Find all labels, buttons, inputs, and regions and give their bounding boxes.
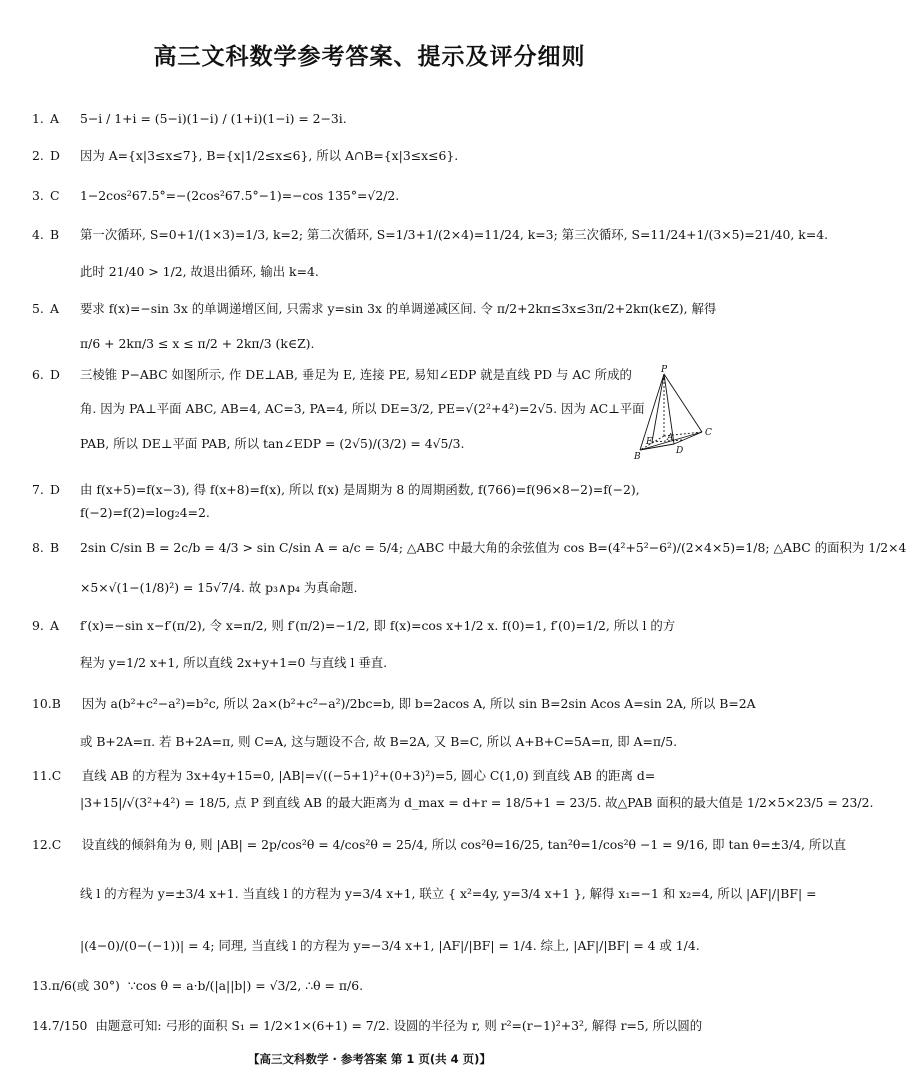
question-number: 6. <box>32 367 44 382</box>
label-p: P <box>661 365 668 375</box>
label-a: A <box>667 433 674 443</box>
answer-choice: π/6(或 30°) <box>51 978 120 993</box>
answer-explanation: 5−i / 1+i = (5−i)(1−i) / (1+i)(1−i) = 2−3i. <box>80 111 347 126</box>
pyramid-figure <box>634 364 720 464</box>
page-title: 高三文科数学参考答案、提示及评分细则 <box>153 44 586 70</box>
answer-explanation: 由题意可知: 弓形的面积 S₁ = 1/2×1×(6+1) = 7/2. 设圆的半径为 r, 则 r²=(r−1)²+3², 解得 r=5, 所以圆的 <box>95 1018 703 1033</box>
answer-line <box>32 148 714 164</box>
answer-explanation: ∵cos θ = a·b/(|a||b|) = √3/2, ∴θ = π/6. <box>127 978 364 993</box>
answer-choice: B <box>50 540 60 555</box>
answer-explanation: f′(x)=−sin x−f′(π/2), 令 x=π/2, 则 f′(π/2)=−1/2, 即 f(x)=cos x+1/2 x. f(0)=1, f′(0)=1/2, 所以 l 的方 <box>80 618 676 633</box>
question-number: 2. <box>32 148 44 163</box>
answer-choice: D <box>50 482 60 497</box>
page-footer: 【高三文科数学 · 参考答案 第 1 页(共 4 页)】 <box>248 1052 491 1066</box>
answer-line <box>32 978 714 994</box>
answer-explanation: 线 l 的方程为 y=±3/4 x+1. 当直线 l 的方程为 y=3/4 x+1, 联立 { x²=4y, y=3/4 x+1 }, 解得 x₁=−1 和 x₂=4, 所以 |AF|/|BF| = <box>80 886 817 901</box>
answer-choice: A <box>50 618 59 633</box>
label-d: D <box>676 446 684 456</box>
answer-line <box>32 301 717 317</box>
answer-line <box>32 336 714 352</box>
answer-explanation: 程为 y=1/2 x+1, 所以直线 2x+y+1=0 与直线 l 垂直. <box>80 655 388 670</box>
answer-line <box>32 367 632 383</box>
answer-line <box>32 768 714 784</box>
label-e: E <box>646 437 653 447</box>
answer-choice: C <box>51 768 62 783</box>
answer-choice: D <box>50 367 60 382</box>
label-c: C <box>705 428 712 438</box>
answer-explanation: 要求 f(x)=−sin 3x 的单调递增区间, 只需求 y=sin 3x 的单调递减区间. 令 π/2+2kπ≤3x≤3π/2+2kπ(k∈Z), 解得 <box>80 301 717 316</box>
answer-line <box>32 540 906 556</box>
answer-explanation: 因为 a(b²+c²−a²)=b²c, 所以 2a×(b²+c²−a²)/2bc=b, 即 b=2acos A, 所以 sin B=2sin Acos A=sin 2A, 所以 B=2A <box>81 696 756 711</box>
answer-explanation: ×5×√(1−(1/8)²) = 15√7/4. 故 p₃∧p₄ 为真命题. <box>80 580 358 595</box>
question-number: 1. <box>32 111 44 126</box>
question-number: 10. <box>32 696 52 711</box>
label-b: B <box>634 452 641 462</box>
answer-line <box>32 938 714 954</box>
answer-explanation: 设直线的倾斜角为 θ, 则 |AB| = 2p/cos²θ = 4/cos²θ = 25/4, 所以 cos²θ=16/25, tan²θ=1/cos²θ −1 = 9/16, 即 tan θ=±3/4, 所以直 <box>81 837 847 852</box>
answer-choice: C <box>50 188 60 203</box>
question-number: 3. <box>32 188 44 203</box>
answer-explanation: 直线 AB 的方程为 3x+4y+15=0, |AB|=√((−5+1)²+(0+3)²)=5, 圆心 C(1,0) 到直线 AB 的距离 d= <box>81 768 656 783</box>
answer-line <box>32 795 874 811</box>
answer-line <box>32 886 817 902</box>
answer-explanation: 角. 因为 PA⊥平面 ABC, AB=4, AC=3, PA=4, 所以 DE=3/2, PE=√(2²+4²)=2√5. 因为 AC⊥平面 <box>80 401 645 416</box>
answer-explanation: 因为 A={x|3≤x≤7}, B={x|1/2≤x≤6}, 所以 A∩B={x|3≤x≤6}. <box>80 148 459 163</box>
answer-choice: 7/150 <box>51 1018 88 1033</box>
answer-line <box>32 734 714 750</box>
answer-choice: B <box>51 696 61 711</box>
answer-explanation: PAB, 所以 DE⊥平面 PAB, 所以 tan∠EDP = (2√5)/(3/2) = 4√5/3. <box>80 436 465 451</box>
answer-choice: C <box>51 837 62 852</box>
question-number: 9. <box>32 618 44 633</box>
answer-choice: B <box>50 227 60 242</box>
answer-line <box>32 436 632 452</box>
answer-line <box>32 482 714 498</box>
question-number: 5. <box>32 301 44 316</box>
answer-line <box>32 696 756 712</box>
answer-explanation: 第一次循环, S=0+1/(1×3)=1/3, k=2; 第二次循环, S=1/3+1/(2×4)=11/24, k=3; 第三次循环, S=11/24+1/(3×5)=21/40, k=4. <box>80 227 829 242</box>
question-number: 7. <box>32 482 44 497</box>
answer-explanation: |(4−0)/(0−(−1))| = 4; 同理, 当直线 l 的方程为 y=−3/4 x+1, |AF|/|BF| = 1/4. 综上, |AF|/|BF| = 4 或 1/4. <box>80 938 700 953</box>
answer-line <box>32 227 829 243</box>
answer-explanation: 1−2cos²67.5°=−(2cos²67.5°−1)=−cos 135°=√2/2. <box>80 188 400 203</box>
answer-choice: A <box>50 111 59 126</box>
answer-explanation: 由 f(x+5)=f(x−3), 得 f(x+8)=f(x), 所以 f(x) 是周期为 8 的周期函数, f(766)=f(96×8−2)=f(−2), <box>80 482 640 497</box>
answer-line <box>32 618 714 634</box>
answer-choice: D <box>50 148 60 163</box>
answer-line <box>32 505 714 521</box>
answer-explanation: 三棱锥 P−ABC 如图所示, 作 DE⊥AB, 垂足为 E, 连接 PE, 易知∠EDP 就是直线 PD 与 AC 所成的 <box>80 367 632 382</box>
answer-explanation: π/6 + 2kπ/3 ≤ x ≤ π/2 + 2kπ/3 (k∈Z). <box>80 336 315 351</box>
answer-line <box>32 580 714 596</box>
question-number: 13. <box>32 978 52 993</box>
answer-explanation: |3+15|/√(3²+4²) = 18/5, 点 P 到直线 AB 的最大距离为 d_max = d+r = 18/5+1 = 23/5. 故△PAB 面积的最大值是 1/2×5×23/5 = 23/2. <box>80 795 874 810</box>
answer-choice: A <box>50 301 59 316</box>
question-number: 14. <box>32 1018 52 1033</box>
question-number: 8. <box>32 540 44 555</box>
answer-explanation: 或 B+2A=π. 若 B+2A=π, 则 C=A, 这与题设不合, 故 B=2A, 又 B=C, 所以 A+B+C=5A=π, 即 A=π/5. <box>80 734 678 749</box>
answer-explanation: f(−2)=f(2)=log₂4=2. <box>80 505 210 520</box>
answer-line <box>32 1018 714 1034</box>
answer-line <box>32 264 714 280</box>
question-number: 12. <box>32 837 52 852</box>
answer-explanation: 此时 21/40 > 1/2, 故退出循环, 输出 k=4. <box>80 264 319 279</box>
answer-explanation: 2sin C/sin B = 2c/b = 4/3 > sin C/sin A = a/c = 5/4; △ABC 中最大角的余弦值为 cos B=(4²+5²−6²)/(2×4×5)=1/8; △ABC 的面积为 1/2×4 <box>80 540 906 555</box>
answer-line <box>32 837 847 853</box>
answer-line <box>32 655 714 671</box>
answer-line <box>32 111 714 127</box>
answer-line <box>32 188 714 204</box>
answer-line <box>32 401 645 417</box>
question-number: 11. <box>32 768 52 783</box>
question-number: 4. <box>32 227 44 242</box>
